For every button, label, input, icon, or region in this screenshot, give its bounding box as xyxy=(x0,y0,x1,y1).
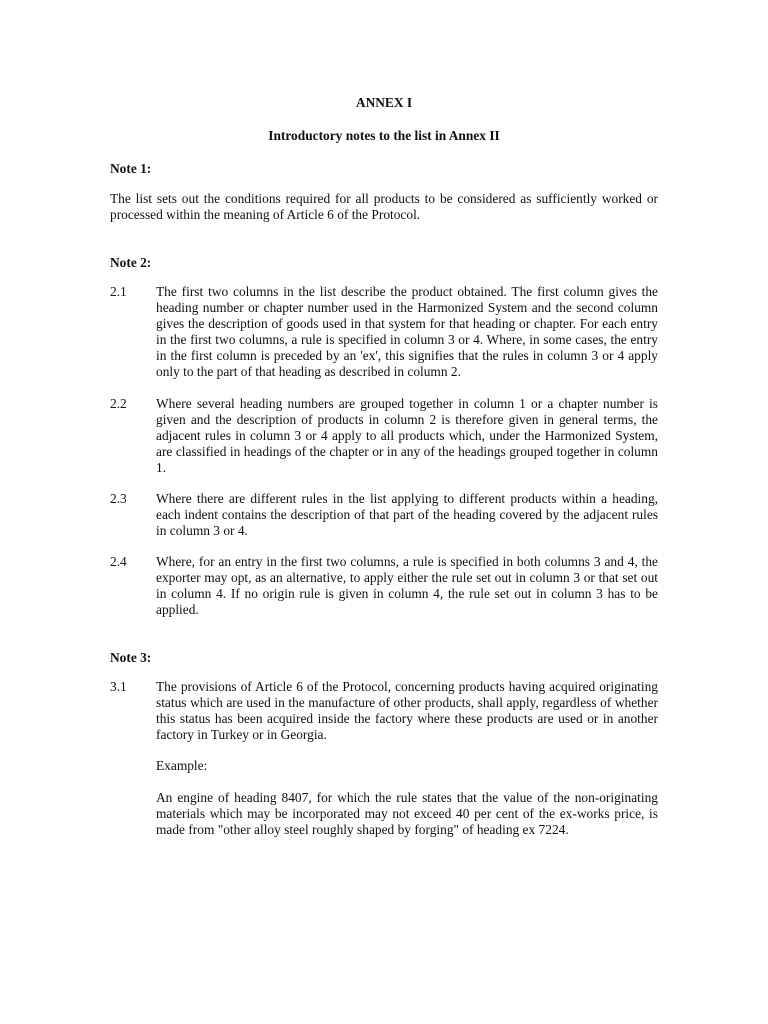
example-label: Example: xyxy=(156,758,208,773)
note-3-heading: Note 3: xyxy=(110,650,152,665)
item-number: 2.3 xyxy=(110,491,127,506)
item-number: 2.1 xyxy=(110,284,127,299)
example-text: An engine of heading 8407, for which the rule states that the value of the non-originating materials which may be incorporated may not exceed 40 per cent of the ex-works price, is made from "other alloy steel roughly shaped by forging" of heading ex 7224. xyxy=(156,790,658,837)
note-2-heading: Note 2: xyxy=(110,255,152,270)
item-number: 3.1 xyxy=(110,679,127,694)
annex-title: ANNEX I xyxy=(355,95,413,110)
note-1-heading: Note 1: xyxy=(110,161,152,176)
item-number: 2.2 xyxy=(110,396,127,411)
note-1-text: The list sets out the conditions required for all products to be considered as sufficiently worked or processed within the meaning of Article 6 of the Protocol. xyxy=(110,191,658,222)
item-text: The provisions of Article 6 of the Protocol, concerning products having acquired originating status which are used in the manufacture of other products, shall apply, regardless of whether this status has been acquired inside the factory where these products are used or in another factory in Turkey or in Georgia. xyxy=(156,679,658,742)
item-text: Where, for an entry in the first two columns, a rule is specified in both columns 3 and 4, the exporter may opt, as an alternative, to apply either the rule set out in column 3 or that set out in column 4. If no origin rule is given in column 4, the rule set out in column 3 has to be applied. xyxy=(156,554,658,617)
annex-subtitle: Introductory notes to the list in Annex II xyxy=(268,128,500,143)
item-text: The first two columns in the list describe the product obtained. The first column gives the heading number or chapter number used in the Harmonized System and the second column gives the description of goods used in that system for that heading or chapter. For each entry in the first two columns, a rule is specified in column 3 or 4. Where, in some cases, the entry in the first column is preceded by an 'ex', this signifies that the rules in column 3 or 4 apply only to the part of that heading as described in column 2. xyxy=(156,284,658,379)
item-text: Where there are different rules in the list applying to different products within a heading, each indent contains the description of that part of the heading covered by the adjacent rules in column 3 or 4. xyxy=(156,491,658,538)
item-number: 2.4 xyxy=(110,554,127,569)
item-text: Where several heading numbers are grouped together in column 1 or a chapter number is given and the description of products in column 2 is therefore given in general terms, the adjacent rules in column 3 or 4 apply to all products which, under the Harmonized System, are classified in headings of the chapter or in any of the headings grouped together in column 1. xyxy=(156,396,658,475)
